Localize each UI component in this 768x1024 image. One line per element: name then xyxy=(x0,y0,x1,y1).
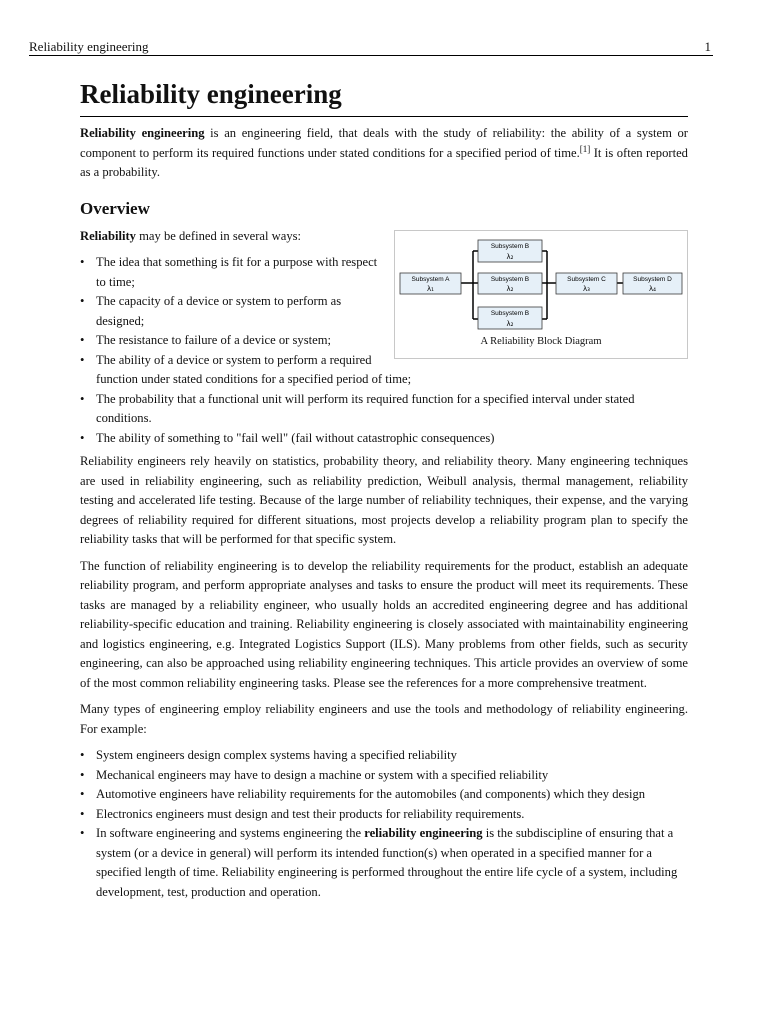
intro-text: is an engineering field, that deals with the study of reliability: the ability of a system or component to perform its required functions under stated conditions for a specified period of time. xyxy=(80,126,688,160)
lead-term: Reliability xyxy=(80,228,136,243)
lambda-label: λ₂ xyxy=(506,319,514,328)
block-label: Subsystem A xyxy=(411,275,450,283)
lead-text: may be defined in several ways: xyxy=(135,228,302,243)
intro-text-end: It is often reported as a probability. xyxy=(80,145,688,179)
software-item-text-end: is the subdiscipline of ensuring that a system (or a device in general) will perform its intended function(s) when operated in a specified manner for a specified length of time. Reliability engineering is performed throughout the entire life cycle of a system, including development, test, production and operation. xyxy=(96,826,678,899)
software-item-term: reliability engineering xyxy=(364,826,483,840)
reference-link[interactable]: [1] xyxy=(579,143,591,154)
page-number: 1 xyxy=(704,39,711,54)
block-label: Subsystem D xyxy=(633,275,672,283)
list-item: • Automotive engineers have reliability requirements for the automobiles (and components) which they design xyxy=(80,785,688,805)
list-item: • The capacity of a device or system to perform as designed; xyxy=(80,292,688,331)
list-item: • System engineers design complex systems having a specified reliability xyxy=(80,746,688,766)
definitions-list xyxy=(80,253,688,448)
running-header xyxy=(29,38,713,56)
list-item: • The probability that a functional unit will perform its required function for a specified interval under stated conditions. xyxy=(80,390,688,429)
block-label: Subsystem B xyxy=(490,242,530,250)
list-item: • The idea that something is fit for a purpose with respect to time; xyxy=(80,253,688,292)
intro-term: Reliability engineering xyxy=(80,126,205,140)
intro-paragraph xyxy=(80,124,688,183)
figure-caption: A Reliability Block Diagram xyxy=(480,335,602,347)
lambda-label: λ₃ xyxy=(583,284,590,293)
lambda-label: λ₁ xyxy=(427,284,434,293)
list-item: • The resistance to failure of a device or system; xyxy=(80,331,688,351)
body-paragraph: Reliability engineers rely heavily on statistics, probability theory, and reliability theory. Many engineering techniques are used in reliability engineering, such as reliability prediction, Weibull analysis, thermal management, reliability testing and accelerated life testing. Because of the large number of reliability techniques, their expense, and the varying degrees of reliability required for different situations, most projects develop a reliability program plan to specify the reliability tasks that will be performed for that specific system. xyxy=(80,454,688,546)
lambda-label: λ₂ xyxy=(506,252,514,261)
section-heading-overview: Overview xyxy=(80,198,150,218)
lambda-label: λ₄ xyxy=(649,284,656,293)
block-label: Subsystem B xyxy=(490,309,530,317)
list-item xyxy=(80,824,688,902)
software-item-text: In software engineering and systems engineering the xyxy=(96,826,365,840)
running-title: Reliability engineering xyxy=(29,39,149,54)
article-body xyxy=(80,124,688,906)
list-item: • The ability of something to "fail well" (fail without catastrophic consequences) xyxy=(80,429,688,449)
page-title: Reliability engineering xyxy=(80,74,688,117)
list-item: • Electronics engineers must design and test their products for reliability requirements. xyxy=(80,805,688,825)
body-paragraph: The function of reliability engineering is to develop the reliability requirements for the product, establish an adequate reliability program, and perform appropriate analyses and tasks to ensure the product will meet its requirements. These tasks are managed by a reliability engineer, who usually holds an accredited engineering degree and has additional reliability-specific education and training. Reliability engineering is closely associated with maintainability engineering and logistics engineering, e.g. Integrated Logistics Support (ILS). Many problems from other fields, such as security engineering, can also be approached using reliability engineering techniques. This article provides an overview of some of the most common reliability engineering tasks. Please see the references for a more comprehensive treatment. xyxy=(80,558,688,690)
block-label: Subsystem B xyxy=(490,275,530,283)
list-item: • The ability of a device or system to perform a required function under stated conditions for a specified period of time; xyxy=(80,351,688,390)
block-label: Subsystem C xyxy=(567,275,606,283)
lambda-label: λ₂ xyxy=(506,284,514,293)
list-item: • Mechanical engineers may have to design a machine or system with a specified reliability xyxy=(80,766,688,786)
examples-list xyxy=(80,746,688,902)
body-paragraph: Many types of engineering employ reliability engineers and use the tools and methodology of reliability engineering. For example: xyxy=(80,702,688,736)
